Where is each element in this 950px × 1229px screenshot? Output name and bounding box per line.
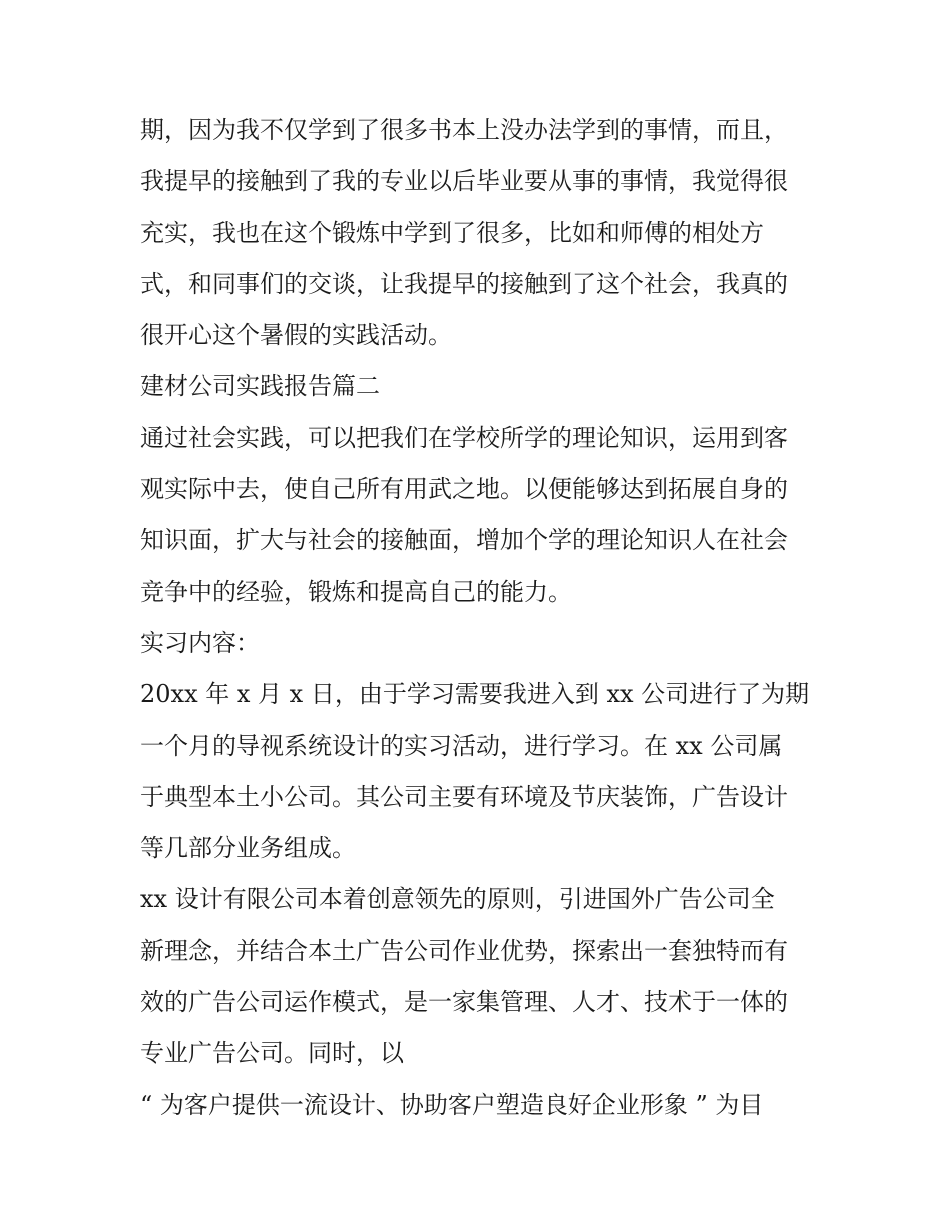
subsection-heading: 实习内容：	[140, 628, 260, 657]
text-line: 于典型本土小公司。其公司主要有环境及节庆装饰，广告设计	[140, 782, 788, 811]
section-heading: 建材公司实践报告篇二	[140, 372, 380, 401]
text-line: 知识面，扩大与社会的接触面，增加个学的理论知识人在社会	[140, 526, 788, 555]
text-line: 观实际中去，使自己所有用武之地。以便能够达到拓展自身的	[140, 475, 788, 504]
text-line: 效的广告公司运作模式，是一家集管理、人才、技术于一体的	[140, 988, 788, 1017]
text-line: 新理念，并结合本土广告公司作业优势，探索出一套独特而有	[140, 936, 788, 965]
text-line: 等几部分业务组成。	[140, 834, 356, 863]
text-line: 很开心这个暑假的实践活动。	[140, 321, 452, 350]
text-line: 竞争中的经验，锻炼和提高自己的能力。	[140, 577, 572, 606]
text-line: 一个月的导视系统设计的实习活动，进行学习。在 xx 公司属	[140, 731, 783, 760]
text-line: 充实，我也在这个锻炼中学到了很多，比如和师傅的相处方	[140, 218, 764, 247]
document-body	[140, 105, 820, 1131]
text-line: 通过社会实践，可以把我们在学校所学的理论知识，运用到客	[140, 423, 788, 452]
text-line: “ 为客户提供一流设计、协助客户塑造良好企业形象 ” 为目	[140, 1090, 764, 1119]
text-line: 式，和同事们的交谈，让我提早的接触到了这个社会，我真的	[140, 269, 788, 298]
text-line: 我提早的接触到了我的专业以后毕业要从事的事情，我觉得很	[140, 167, 788, 196]
text-line: 专业广告公司。同时，以	[140, 1039, 404, 1068]
text-line: 20xx 年 x 月 x 日，由于学习需要我进入到 xx 公司进行了为期	[140, 680, 810, 709]
text-line: xx 设计有限公司本着创意领先的原则，引进国外广告公司全	[140, 885, 775, 914]
text-line: 期，因为我不仅学到了很多书本上没办法学到的事情，而且，	[140, 116, 788, 144]
